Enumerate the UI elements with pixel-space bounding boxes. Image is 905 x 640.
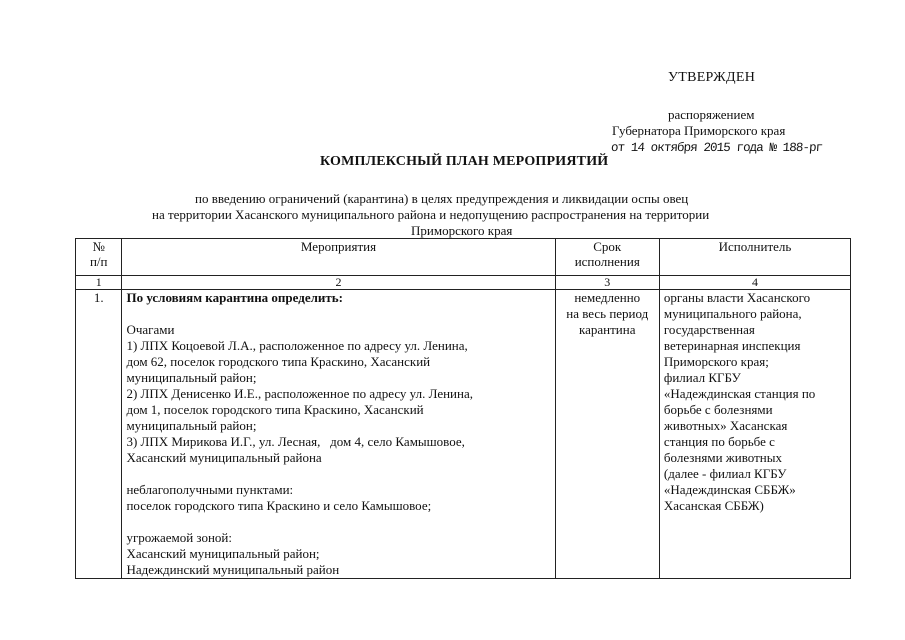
executor-line: ветеринарная инспекция	[663, 338, 801, 353]
table-row	[76, 290, 851, 579]
measure-cell	[122, 290, 555, 579]
measure-line-blank	[126, 514, 550, 530]
measure-line-blank	[126, 306, 550, 322]
measure-line: дом 62, поселок городского типа Краскино, Хасанский	[126, 354, 431, 369]
subtitle-line-2: на территории Хасанского муниципального района и недопущению распространения на территории	[152, 207, 710, 222]
executor-line: болезнями животных	[663, 450, 782, 465]
measure-line: поселок городского типа Краскино и село Камышовое;	[126, 498, 432, 513]
executor-line: животных» Хасанская	[663, 418, 788, 433]
measures-table	[75, 238, 851, 579]
measure-line: Очагами	[126, 322, 175, 337]
measure-line: муниципальный район;	[126, 370, 257, 385]
header-num	[76, 239, 122, 276]
column-number: 4	[659, 276, 850, 290]
document-title: КОМПЛЕКСНЫЙ ПЛАН МЕРОПРИЯТИЙ	[320, 154, 609, 169]
executor-line: Приморского края;	[663, 354, 769, 369]
executor-line: органы власти Хасанского	[663, 290, 811, 305]
executor-line: Хасанская СББЖ)	[663, 498, 764, 513]
header-num-label: п/п	[89, 254, 108, 269]
measure-line: угрожаемой зоной:	[126, 530, 233, 545]
executor-line: «Надеждинская СББЖ»	[663, 482, 796, 497]
executor-cell	[659, 290, 850, 579]
header-term	[555, 239, 659, 276]
executor-line: борьбе с болезнями	[663, 402, 773, 417]
measure-line: муниципальный район;	[126, 418, 257, 433]
executor-line: государственная	[663, 322, 755, 337]
subtitle-line-3: Приморского края	[411, 223, 513, 238]
column-number-row	[76, 276, 851, 290]
column-number: 2	[122, 276, 555, 290]
subtitle-line-1: по введению ограничений (карантина) в целях предупреждения и ликвидации оспы овец	[195, 191, 689, 206]
measure-line: Хасанский муниципальный район;	[126, 546, 320, 561]
column-number: 3	[555, 276, 659, 290]
measure-line-blank	[126, 466, 550, 482]
measure-line: неблагополучными пунктами:	[126, 482, 294, 497]
measure-line: По условиям карантина определить:	[126, 290, 343, 305]
measure-line: дом 1, поселок городского типа Краскино, Хасанский	[126, 402, 424, 417]
decree-line-1: распоряжением	[668, 107, 755, 122]
approved-stamp: УТВЕРЖДЕН	[668, 70, 756, 85]
term-line: немедленно	[574, 290, 641, 305]
term-line: на весь период	[566, 306, 649, 321]
header-measures: Мероприятия	[122, 239, 555, 276]
measure-line: 2) ЛПХ Денисенко И.Е., расположенное по адресу ул. Ленина,	[126, 386, 473, 401]
header-term-line-1: Срок	[593, 239, 622, 254]
executor-line: (далее - филиал КГБУ	[663, 466, 787, 481]
term-cell	[555, 290, 659, 579]
executor-line: «Надеждинская станция по	[663, 386, 816, 401]
executor-line: станция по борьбе с	[663, 434, 775, 449]
column-number: 1	[76, 276, 122, 290]
measure-line: 3) ЛПХ Мирикова И.Г., ул. Лесная, дом 4, село Камышовое,	[126, 434, 465, 449]
header-num-symbol: №	[92, 239, 105, 254]
measure-line: Надеждинский муниципальный район	[126, 562, 340, 577]
decree-date-handwritten: от 14 октября 2015 года № 188-рг	[610, 141, 823, 155]
measure-line: 1) ЛПХ Коцоевой Л.А., расположенное по адресу ул. Ленина,	[126, 338, 468, 353]
table-header-row	[76, 239, 851, 276]
term-line: карантина	[579, 322, 636, 337]
header-executor: Исполнитель	[659, 239, 850, 276]
executor-line: филиал КГБУ	[663, 370, 741, 385]
header-term-line-2: исполнения	[574, 254, 640, 269]
executor-line: муниципального района,	[663, 306, 802, 321]
measure-line: Хасанский муниципальный района	[126, 450, 322, 465]
row-number: 1.	[76, 290, 122, 579]
decree-line-2: Губернатора Приморского края	[612, 123, 786, 138]
